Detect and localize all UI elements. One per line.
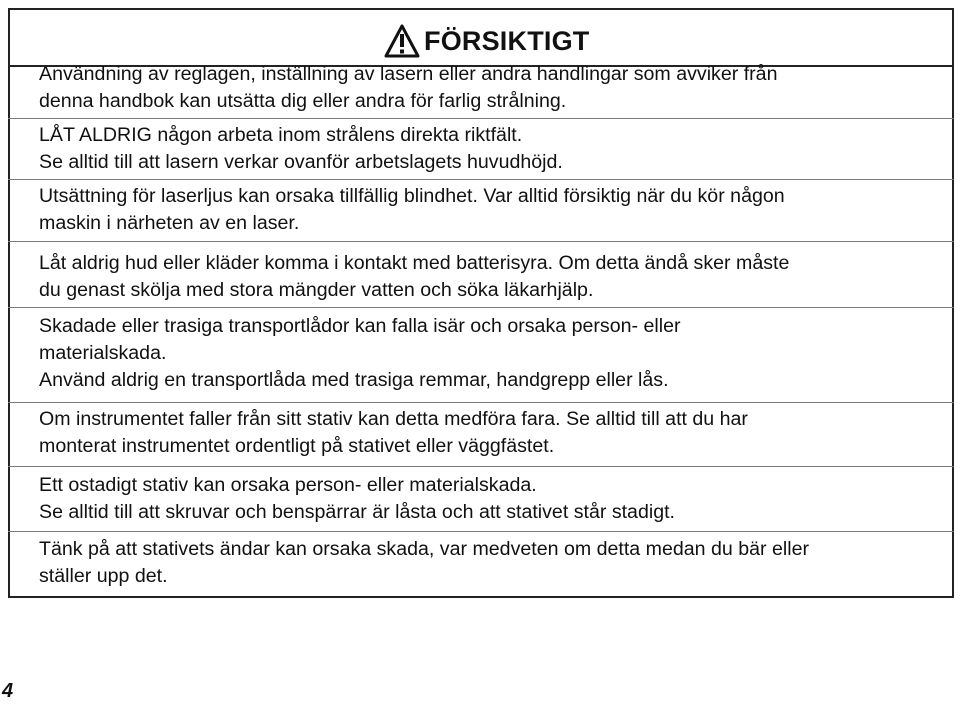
notice-divider — [8, 402, 954, 403]
notice-tripod-ends — [39, 536, 945, 590]
caution-header — [10, 10, 952, 67]
notice-unstable-tripod — [39, 472, 945, 526]
notice-beam-path — [39, 122, 945, 176]
caution-title — [384, 24, 590, 58]
notice-line: Utsättning för laserljus kan orsaka tillfällig blindhet. Var alltid försiktig när du kör någon — [39, 185, 785, 207]
notice-line: Låt aldrig hud eller kläder komma i kontakt med batterisyra. Om detta ändå sker måste — [39, 252, 790, 274]
notice-line: Om instrumentet faller från sitt stativ kan detta medföra fara. Se alltid till att du har — [39, 408, 748, 430]
notice-line: monterat instrumentet ordentligt på stativet eller väggfästet. — [39, 435, 555, 457]
notice-instrument-fall — [39, 406, 945, 460]
notice-divider — [8, 118, 954, 119]
notice-divider — [8, 466, 954, 467]
warning-triangle-icon — [384, 24, 420, 58]
caution-title-text: FÖRSIKTIGT — [424, 25, 590, 56]
notice-line: Tänk på att stativets ändar kan orsaka skada, var medveten om detta medan du bär eller — [39, 538, 810, 560]
notice-line: Se alltid till att skruvar och benspärrar är låsta och att stativet står stadigt. — [39, 501, 675, 523]
notice-line: denna handbok kan utsätta dig eller andra för farlig strålning. — [39, 90, 567, 112]
notice-line: LÅT ALDRIG någon arbeta inom strålens direkta riktfält. — [39, 124, 523, 146]
notice-line: ställer upp det. — [39, 565, 168, 587]
notice-temporary-blindness — [39, 183, 945, 237]
notice-divider — [8, 307, 954, 308]
notice-line: Se alltid till att lasern verkar ovanför arbetslagets huvudhöjd. — [39, 151, 563, 173]
notice-line: Ett ostadigt stativ kan orsaka person- eller materialskada. — [39, 474, 537, 496]
notice-line: du genast skölja med stora mängder vatten och söka läkarhjälp. — [39, 279, 594, 301]
notice-battery-acid — [39, 250, 945, 304]
notice-laser-controls — [39, 61, 945, 115]
notice-line: maskin i närheten av en laser. — [39, 212, 300, 234]
notice-divider — [8, 241, 954, 242]
notice-line: Användning av reglagen, inställning av lasern eller andra handlingar som avviker från — [39, 63, 778, 85]
notice-line: Skadade eller trasiga transportlådor kan falla isär och orsaka person- eller — [39, 315, 681, 337]
page-number: 4 — [2, 680, 14, 702]
notice-transport-case — [39, 313, 945, 394]
notice-divider — [8, 531, 954, 532]
notice-line: Använd aldrig en transportlåda med trasiga remmar, handgrepp eller lås. — [39, 369, 669, 391]
notice-divider — [8, 179, 954, 180]
notice-line: materialskada. — [39, 342, 167, 364]
